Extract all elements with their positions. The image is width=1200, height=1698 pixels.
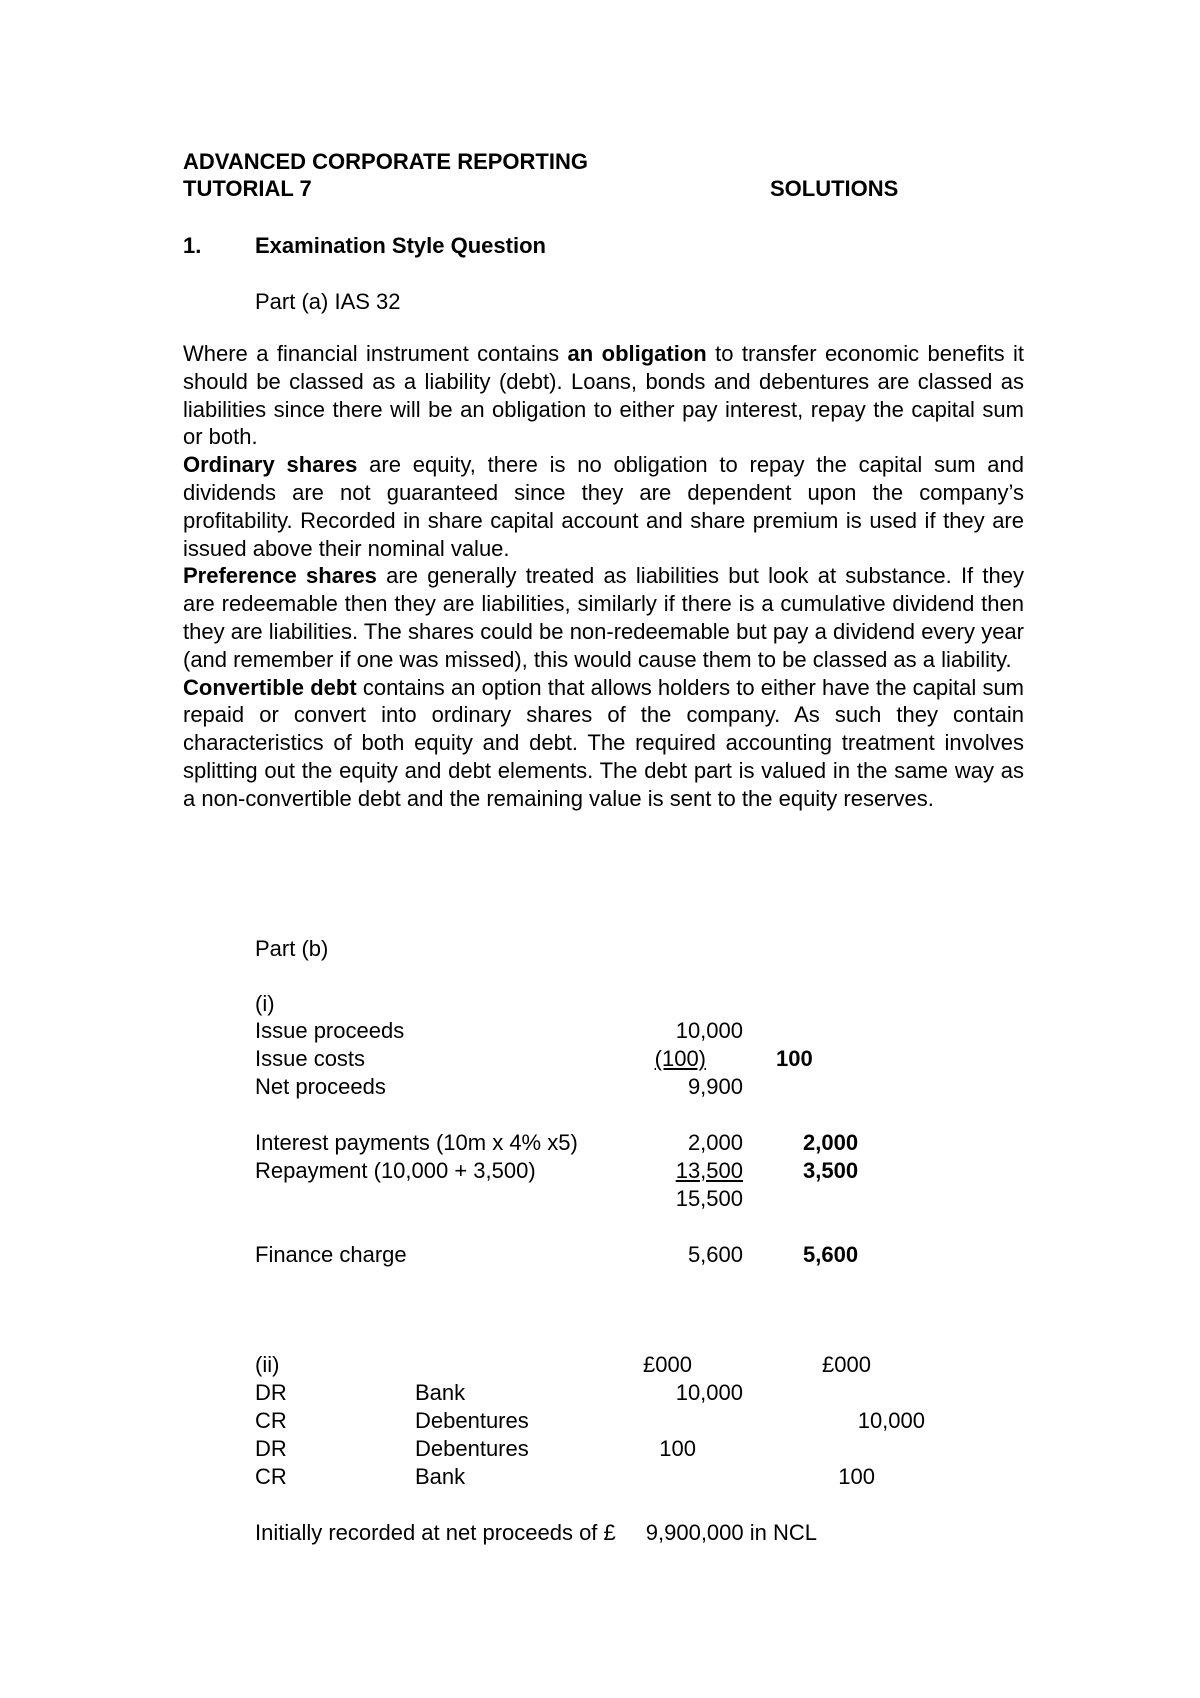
p2-text: are equity, there is no obligation to repay the capital sum and dividends are not guaranteed since they are dependent upon the company’s profitability. Recorded in share capital account and share premium is used if they are issued above their nominal value. <box>183 452 1024 561</box>
course-title: ADVANCED CORPORATE REPORTING <box>183 149 588 174</box>
journal-entry-credit: 100 <box>838 1464 875 1489</box>
paragraph-ordinary-shares <box>183 451 1024 562</box>
ncl-note <box>255 1519 817 1547</box>
calc-row-label: Finance charge <box>255 1242 407 1267</box>
p4-text: contains an option that allows holders to either have the capital sum repaid or convert into ordinary shares of the company. As such they contain characteristics of both equity and debt. The required accounting treatment involves splitting out the equity and debt elements. The debt part is valued in the same way as a non-convertible debt and the remaining value is sent to the equity reserves. <box>183 674 1025 811</box>
calc-row-label: Issue proceeds <box>255 1018 405 1043</box>
solutions-label: SOLUTIONS <box>770 176 899 201</box>
calc-row-label: Net proceeds <box>255 1074 386 1099</box>
p4-bold: Convertible debt <box>183 674 357 700</box>
calc-row-value: 2,000 <box>687 1130 743 1155</box>
calc-row-value: (100) <box>654 1046 706 1071</box>
journal-entry-type: DR <box>255 1380 287 1405</box>
question-number: 1. <box>183 233 202 258</box>
credit-column-header: £000 <box>822 1352 871 1377</box>
p1-text-post: to transfer economic benefits it should be classed as a liability (debt). Loans, bonds and debentures are classed as liabilities since there will be an obligation to either pay interest, repay the capital sum or both. <box>183 341 1024 450</box>
calc-row-value: 15,500 <box>675 1186 743 1211</box>
journal-entry-credit: 10,000 <box>857 1408 925 1433</box>
calc-row-value: 9,900 <box>687 1074 743 1099</box>
ncl-note-text: Initially recorded at net proceeds of £ <box>255 1520 616 1545</box>
p1-bold: an obligation <box>567 341 707 366</box>
part-a-body <box>183 340 1024 813</box>
journal-entry-account: Bank <box>415 1380 466 1405</box>
journal-entry-type: CR <box>255 1464 287 1489</box>
calc-row-bold: 100 <box>776 1046 813 1071</box>
question-title: Examination Style Question <box>255 233 546 258</box>
calc-row-label: Interest payments (10m x 4% x5) <box>255 1130 578 1155</box>
paragraph-preference-shares <box>183 562 1024 673</box>
calc-row-value: 5,600 <box>687 1242 743 1267</box>
tutorial-label: TUTORIAL 7 <box>183 176 312 201</box>
calc-row-label: Repayment (10,000 + 3,500) <box>255 1158 536 1183</box>
part-b-heading: Part (b) <box>255 936 329 961</box>
calc-row-bold: 3,500 <box>803 1158 859 1183</box>
p3-text: are generally treated as liabilities but look at substance. If they are redeemable then they are liabilities, similarly if there is a cumulative dividend then they are liabilities. The shares could be non-redeemable but pay a dividend every year (and remember if one was missed), this would cause them to be classed as a liability. <box>183 563 1024 672</box>
p3-bold: Preference shares <box>183 563 377 589</box>
debit-column-header: £000 <box>643 1352 692 1377</box>
p2-bold: Ordinary shares <box>183 452 358 478</box>
part-b-i-label: (i) <box>255 991 275 1016</box>
journal-entry-account: Bank <box>415 1464 466 1489</box>
calc-row-value: 10,000 <box>675 1018 743 1043</box>
part-a-heading: Part (a) IAS 32 <box>255 289 401 314</box>
calc-row-value: 13,500 <box>675 1158 743 1183</box>
journal-entry-debit: 100 <box>659 1436 696 1461</box>
journal-entry-type: DR <box>255 1436 287 1461</box>
journal-entry-type: CR <box>255 1408 287 1433</box>
calc-row-bold: 2,000 <box>803 1130 859 1155</box>
paragraph-convertible-debt <box>183 674 1024 813</box>
ncl-note-value: 9,900,000 in NCL <box>645 1520 817 1545</box>
calc-row-label: Issue costs <box>255 1046 366 1071</box>
calc-row-bold: 5,600 <box>803 1242 859 1267</box>
journal-entry-account: Debentures <box>415 1408 529 1433</box>
journal-entry-debit: 10,000 <box>675 1380 743 1405</box>
p1-text-pre: Where a financial instrument contains <box>183 341 568 366</box>
part-b-ii-label: (ii) <box>255 1352 280 1377</box>
journal-entry-account: Debentures <box>415 1436 529 1461</box>
paragraph-obligation <box>183 340 1024 451</box>
